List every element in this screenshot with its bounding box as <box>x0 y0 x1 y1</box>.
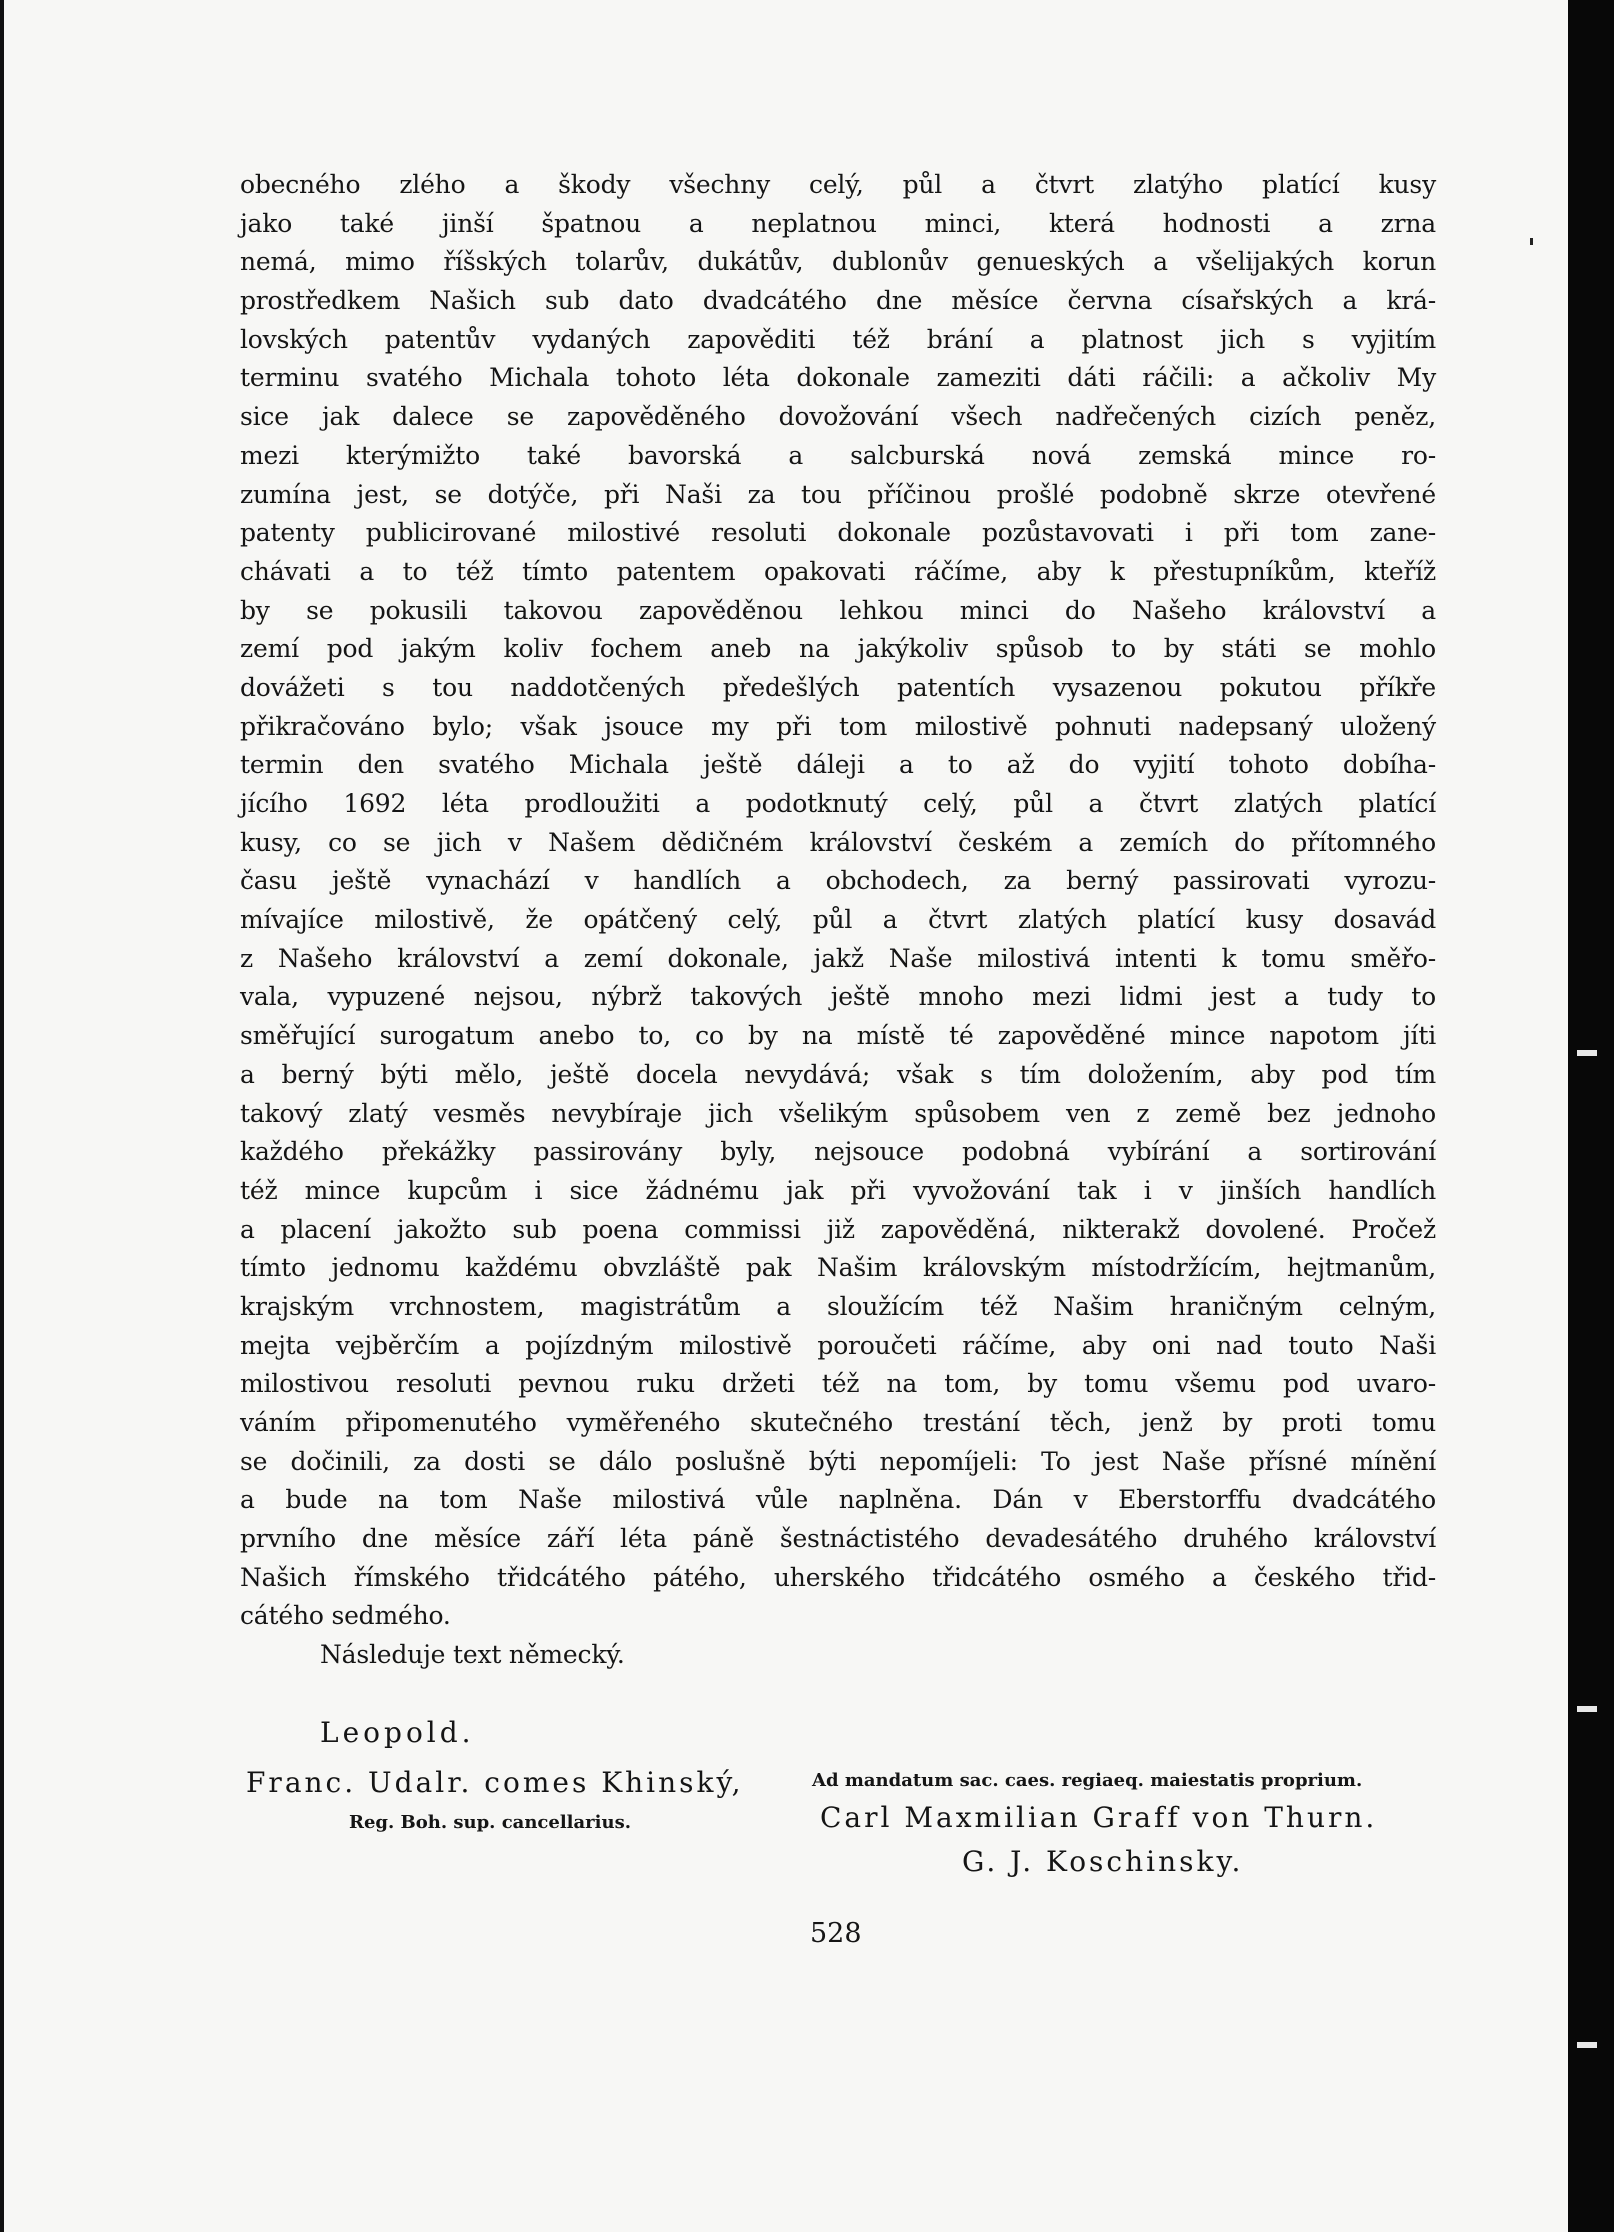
body-line: cátého sedmého. <box>240 1601 451 1631</box>
scan-margin <box>1568 0 1614 2232</box>
page-number: 528 <box>810 1918 862 1949</box>
body-line: zumína jest, se dotýče, při Naši za tou příčinou prošlé podobně skrze otevřené <box>240 479 1436 509</box>
body-text <box>240 166 1436 1675</box>
body-line: jícího 1692 léta prodloužiti a podotknutý celý, půl a čtvrt zlatých platící <box>240 789 1436 818</box>
signature-khinsky-title: Reg. Boh. sup. cancellarius. <box>349 1812 631 1833</box>
body-line: přikračováno bylo; však jsouce my při tom milostivě pohnuti nadepsaný uložený <box>240 711 1436 741</box>
scan-speck <box>1530 238 1533 245</box>
body-line: dovážeti s tou naddotčených předešlých patentích vysazenou pokutou příkře <box>240 672 1436 702</box>
scan-edge-mark <box>1577 2042 1597 2048</box>
body-line: obecného zlého a škody všechny celý, půl a čtvrt zlatýho platící kusy <box>240 170 1436 199</box>
body-line: mezi kterýmižto také bavorská a salcburská nová zemská mince ro- <box>240 440 1436 470</box>
body-line: milostivou resoluti pevnou ruku držeti též na tom, by tomu všemu pod uvaro- <box>240 1369 1436 1399</box>
body-line: a bude na tom Naše milostivá vůle naplněna. Dán v Eberstorffu dvadcátého <box>240 1485 1436 1515</box>
body-line: sice jak dalece se zapověděného dovožování všech nadřečených cizích peněz, <box>240 402 1436 432</box>
signature-leopold: Leopold. <box>320 1716 475 1749</box>
body-line: takový zlatý vesměs nevybíraje jich všelikým spůsobem ven z země bez jednoho <box>240 1098 1436 1128</box>
body-line: prvního dne měsíce září léta páně šestnáctistého devadesátého druhého království <box>240 1524 1436 1554</box>
signature-koschinsky: G. J. Koschinsky. <box>962 1845 1244 1878</box>
body-line: jako také jinší špatnou a neplatnou minci, která hodnosti a zrna <box>240 208 1436 238</box>
body-line: zemí pod jakým koliv fochem aneb na jakýkoliv spůsob to by státi se mohlo <box>240 634 1436 664</box>
body-line: termin den svatého Michala ještě dáleji a to až do vyjití tohoto dobíha- <box>240 750 1436 780</box>
body-line: tímto jednomu každému obvzláště pak Našim královským místodržícím, hejtmanům, <box>240 1253 1436 1283</box>
body-line: mívajíce milostivě, že opátčený celý, půl a čtvrt zlatých platící kusy dosavád <box>240 905 1436 935</box>
body-line: času ještě vynachází v handlích a obchodech, za berný passirovati vyrozu- <box>240 866 1436 896</box>
scan-border <box>0 0 4 2232</box>
scan-edge-mark <box>1577 1050 1597 1056</box>
body-line: by se pokusili takovou zapověděnou lehkou minci do Našeho království a <box>240 595 1436 625</box>
body-line: a berný býti mělo, ještě docela nevydává; však s tím doložením, aby pod tím <box>240 1059 1436 1089</box>
body-line: nemá, mimo říšských tolarův, dukátův, dublonův genueských a všelijakých korun <box>240 247 1436 277</box>
body-line: kusy, co se jich v Našem dědičném království českém a zemích do přítomného <box>240 827 1436 857</box>
scan-edge-mark <box>1577 1706 1597 1712</box>
body-line: z Našeho království a zemí dokonale, jakž Naše milostivá intenti k tomu směřo- <box>240 943 1436 973</box>
body-line: prostředkem Našich sub dato dvadcátého dne měsíce června císařských a krá- <box>240 286 1436 316</box>
body-line: vala, vypuzené nejsou, nýbrž takových ještě mnoho mezi lidmi jest a tudy to <box>240 982 1436 1012</box>
body-line: Našich římského třidcátého pátého, uherského třidcátého osmého a českého třid- <box>240 1562 1436 1592</box>
mandate-line: Ad mandatum sac. caes. regiaeq. maiestatis proprium. <box>812 1770 1363 1791</box>
body-line: též mince kupcům i sice žádnému jak při vyvožování tak i v jinších handlích <box>240 1175 1436 1205</box>
signature-thurn: Carl Maxmilian Graff von Thurn. <box>820 1801 1378 1834</box>
body-line: lovských patentův vydaných zapověditi též brání a platnost jich s vyjitím <box>240 324 1436 354</box>
body-line: každého překážky passirovány byly, nejsouce podobná vybírání a sortirování <box>240 1137 1436 1167</box>
body-line: se dočinili, za dosti se dálo poslušně býti nepomíjeli: To jest Naše přísné mínění <box>240 1446 1436 1476</box>
body-line: váním připomenutého vyměřeného skutečného trestání těch, jenž by proti tomu <box>240 1408 1436 1437</box>
body-line: patenty publicirované milostivé resoluti dokonale pozůstavovati i při tom zane- <box>240 518 1436 548</box>
body-line: směřující surogatum anebo to, co by na místě té zapověděné mince napotom jíti <box>240 1021 1436 1051</box>
closing-note: Následuje text německý. <box>320 1640 625 1670</box>
body-line: a placení jakožto sub poena commissi již zapověděná, nikterakž dovolené. Pročež <box>240 1214 1436 1244</box>
body-line: terminu svatého Michala tohoto léta dokonale zameziti dáti ráčili: a ačkoliv My <box>240 363 1436 393</box>
body-line: krajským vrchnostem, magistrátům a sloužícím též Našim hraničným celným, <box>240 1291 1436 1321</box>
body-line: mejta vejběrčím a pojízdným milostivě poroučeti ráčíme, aby oni nad touto Naši <box>240 1330 1436 1360</box>
body-line: chávati a to též tímto patentem opakovati ráčíme, aby k přestupníkům, kteříž <box>240 556 1436 586</box>
signature-khinsky: Franc. Udalr. comes Khinský, <box>246 1766 744 1799</box>
